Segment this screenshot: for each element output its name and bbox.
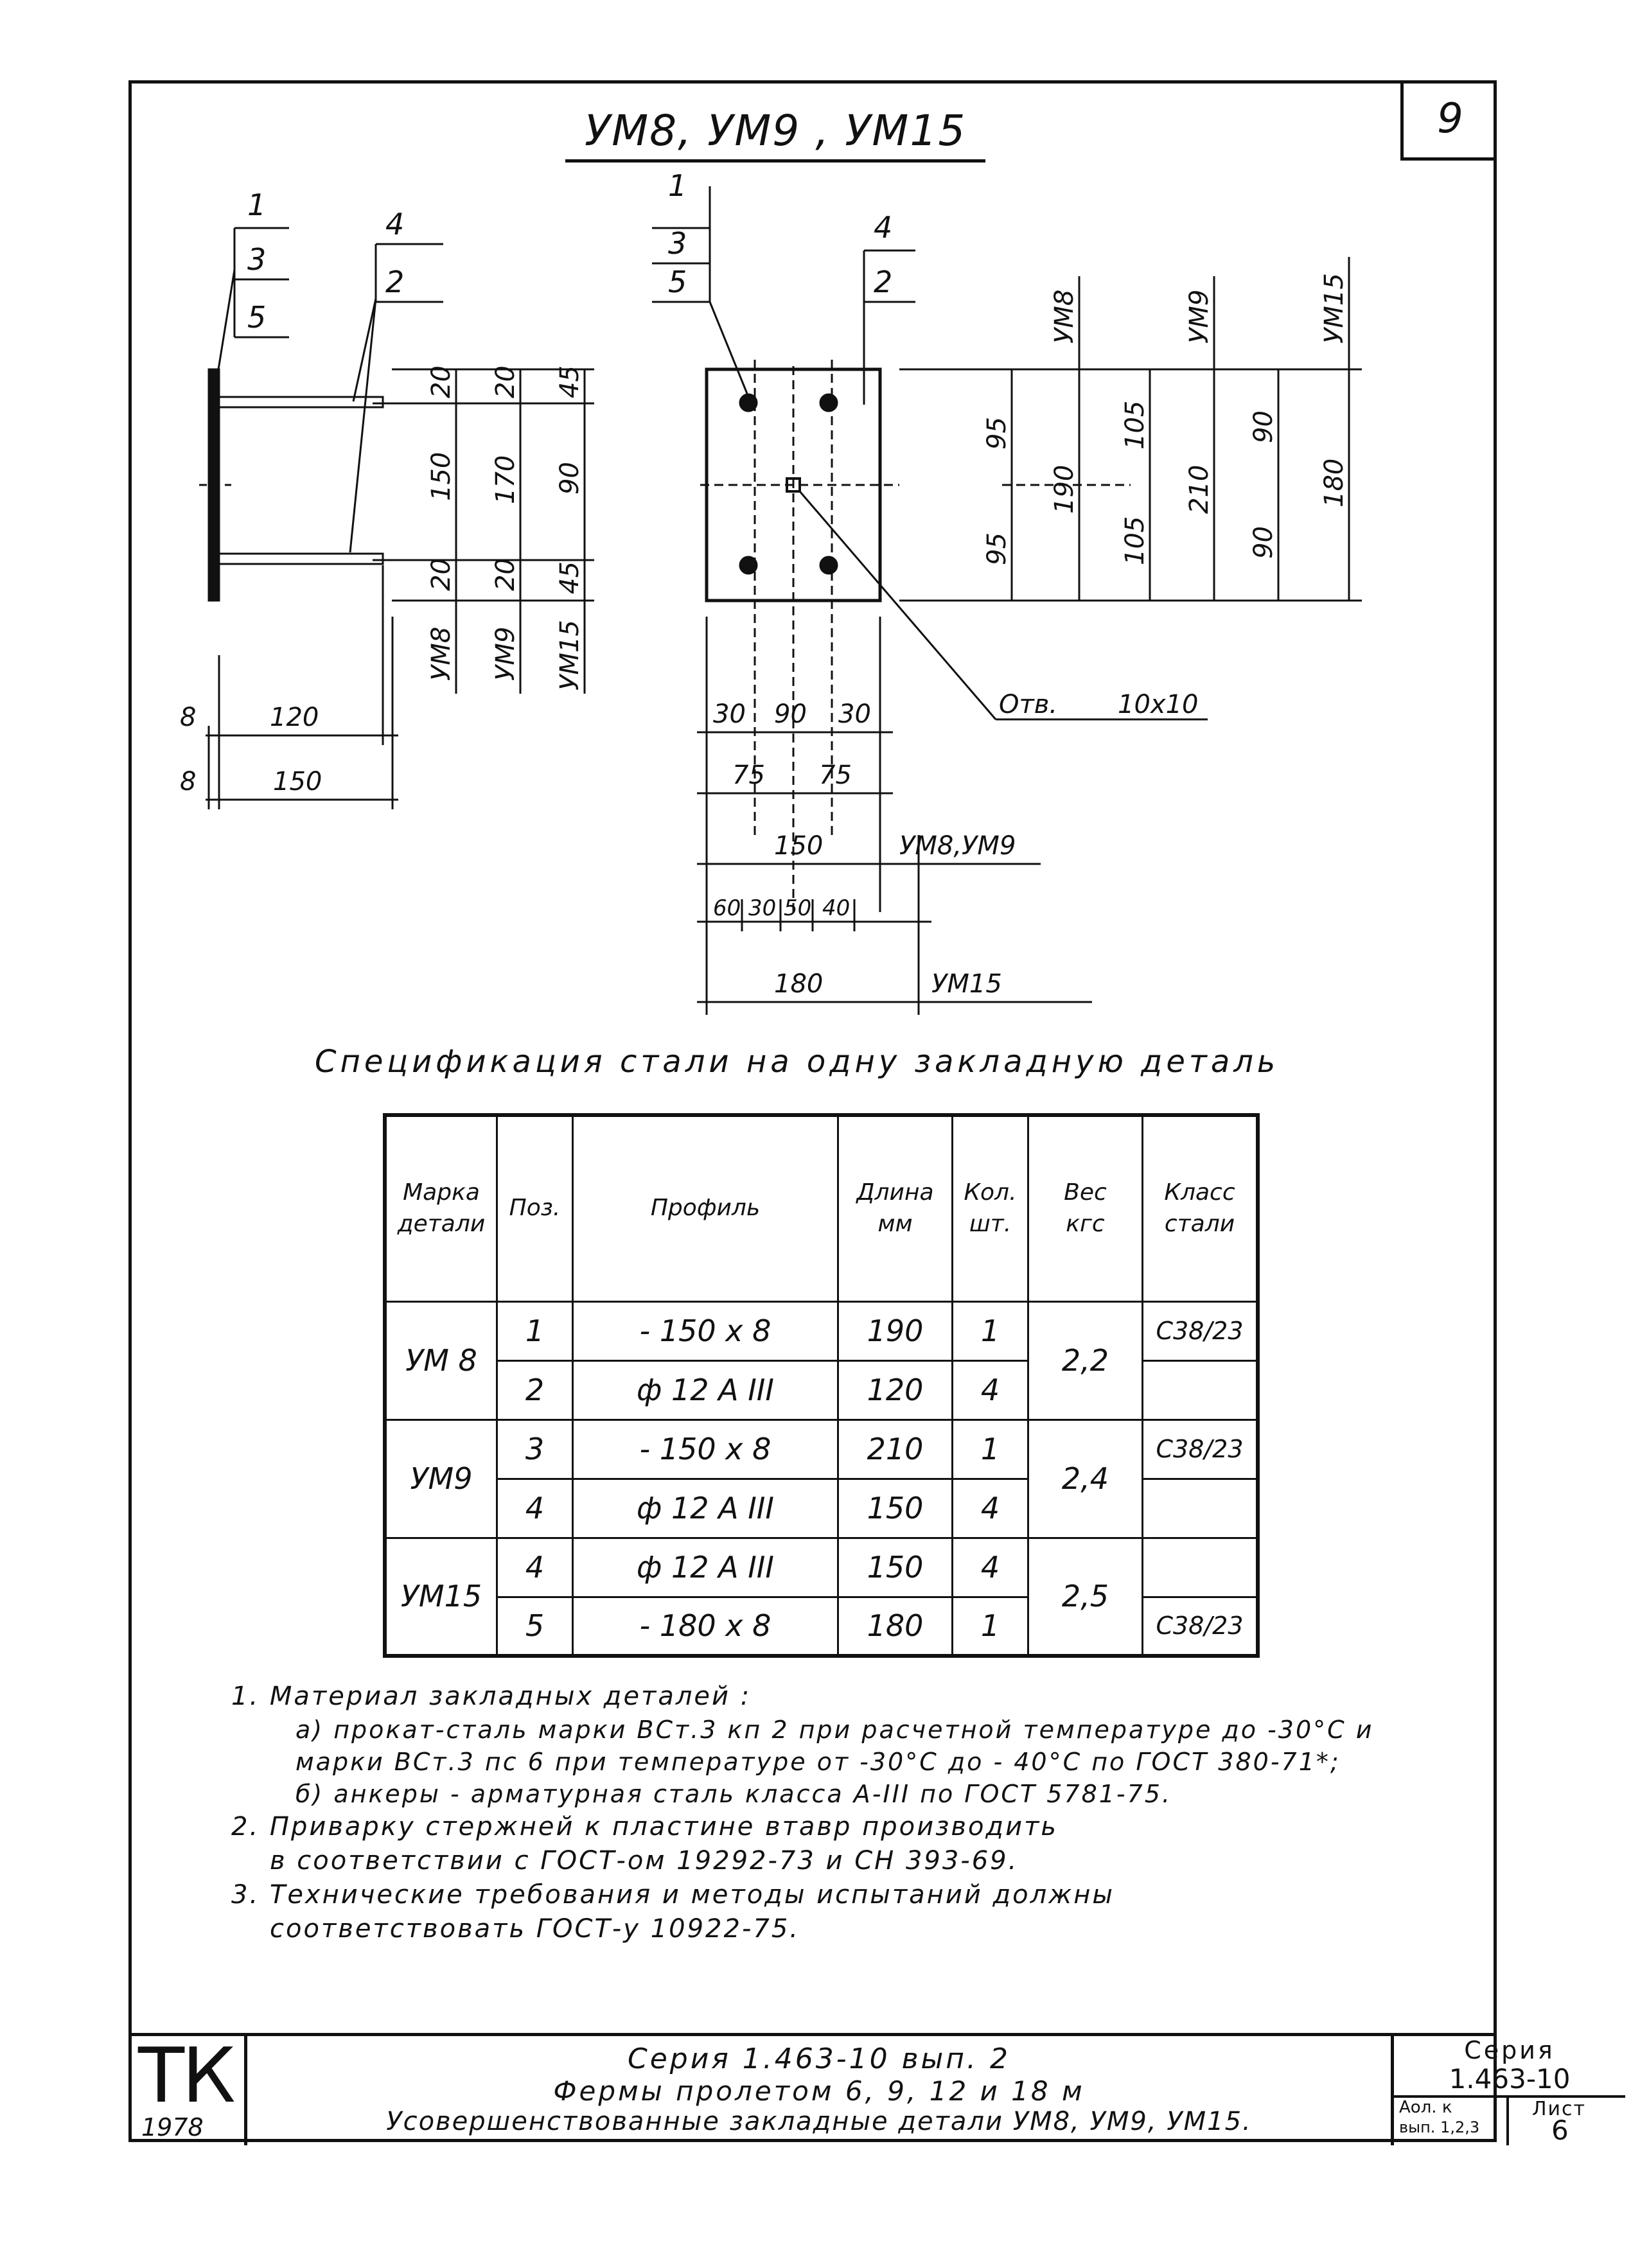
table-header-row	[385, 1115, 1258, 1301]
cell-class	[1143, 1360, 1258, 1420]
stamp-line3: Усовершенствованные закладные детали УМ8, УМ9, УМ15.	[386, 2107, 1252, 2136]
cell-mark: УМ9	[385, 1420, 497, 1538]
cell-weight: 2,4	[1028, 1420, 1143, 1538]
cell-length: 120	[838, 1360, 953, 1420]
hole-label: Отв.	[999, 690, 1058, 719]
header-pos: Поз.	[497, 1115, 573, 1301]
plan-hdim-30c: 30	[748, 895, 777, 921]
stamp-line1: Серия 1.463-10 вып. 2	[628, 2043, 1010, 2075]
plan-leader-2: 2	[874, 265, 893, 299]
cell-pos: 4	[497, 1538, 573, 1597]
cell-profile: ф 12 А III	[573, 1479, 838, 1538]
cell-qty: 1	[953, 1301, 1028, 1360]
side-leader-1: 1	[247, 188, 267, 222]
spec-title: Спецификация стали на одну закладную деталь	[315, 1044, 1280, 1080]
plan-hdim-50: 50	[784, 895, 812, 921]
plan-hdim-60: 60	[713, 895, 741, 921]
plan-vdim-um9-bottom: 105	[1120, 516, 1150, 565]
cell-mark: УМ 8	[385, 1301, 497, 1420]
side-length-120: 120	[270, 703, 319, 732]
plan-hdim-30a: 30	[713, 699, 746, 729]
side-mark-um9: УМ9	[491, 626, 520, 681]
cell-class	[1143, 1479, 1258, 1538]
cell-length: 150	[838, 1479, 953, 1538]
side-leader-3: 3	[247, 242, 267, 277]
steel-spec-table	[383, 1113, 1260, 1658]
title-block	[128, 2031, 1587, 2146]
note-1: 1. Материал закладных деталей :	[231, 1682, 752, 1711]
note-2-cont: в соответствии с ГОСТ-ом 19292-73 и СН 393-69.	[270, 1846, 1019, 1876]
side-leader-2: 2	[385, 265, 405, 299]
stamp-series-block	[1394, 2036, 1625, 2145]
side-leader-4: 4	[385, 207, 405, 242]
plan-col-um15: УМ15	[1319, 273, 1349, 344]
drawing-title: УМ8, УМ9 , УМ15	[565, 106, 985, 163]
cell-weight: 2,2	[1028, 1301, 1143, 1420]
plan-vdim-um8-bottom: 95	[982, 532, 1012, 565]
notes-block	[231, 1680, 1373, 1946]
table-row	[385, 1420, 1258, 1479]
cell-mark: УМ15	[385, 1538, 497, 1656]
plan-hdim-40: 40	[822, 895, 851, 921]
header-mark: Марка детали	[385, 1115, 497, 1301]
note-1b: б) анкеры - арматурная сталь класса А-III по ГОСТ 5781-75.	[295, 1780, 1172, 1809]
plan-vdim-um15-top: 90	[1249, 410, 1278, 443]
plan-leader-5: 5	[668, 265, 687, 299]
plan-vdim-um8-top: 95	[982, 417, 1012, 450]
side-dim-um15-a: 45	[555, 365, 585, 398]
header-weight: Вес кгс	[1028, 1115, 1143, 1301]
hole-size: 10x10	[1118, 690, 1199, 719]
tk-year: 1978	[141, 2113, 204, 2141]
cell-pos: 1	[497, 1301, 573, 1360]
cell-class	[1143, 1538, 1258, 1597]
table-row	[385, 1538, 1258, 1597]
side-length-150: 150	[273, 767, 322, 796]
plan-leader-1: 1	[668, 168, 687, 203]
album-label: Аол. к	[1399, 2098, 1452, 2117]
cell-qty: 4	[953, 1479, 1028, 1538]
tk-letters: ТК	[138, 2031, 233, 2120]
header-class: Класс стали	[1143, 1115, 1258, 1301]
plan-col-um8: УМ8	[1050, 289, 1079, 344]
tk-logo	[128, 2031, 247, 2145]
header-length: Длина мм	[838, 1115, 953, 1301]
cell-pos: 2	[497, 1360, 573, 1420]
note-3: 3. Технические требования и методы испытаний должны	[231, 1879, 1115, 1910]
cell-class: С38/23	[1143, 1301, 1258, 1360]
header-qty: Кол. шт.	[953, 1115, 1028, 1301]
cell-pos: 3	[497, 1420, 573, 1479]
plan-htotal-150: 150	[774, 831, 824, 861]
cell-class: С38/23	[1143, 1420, 1258, 1479]
cell-length: 190	[838, 1301, 953, 1360]
cell-pos: 4	[497, 1479, 573, 1538]
plan-hdim-75b: 75	[819, 760, 852, 790]
plan-col-um9: УМ9	[1185, 289, 1214, 344]
cell-class: С38/23	[1143, 1597, 1258, 1656]
header-profile: Профиль	[573, 1115, 838, 1301]
cell-length: 210	[838, 1420, 953, 1479]
cell-length: 150	[838, 1538, 953, 1597]
cell-length: 180	[838, 1597, 953, 1656]
plan-hlabel-um15: УМ15	[931, 969, 1002, 999]
cell-profile: ф 12 А III	[573, 1360, 838, 1420]
plan-hdim-90: 90	[774, 699, 807, 729]
page-number: 9	[1400, 80, 1497, 161]
side-dim-um8-c: 20	[427, 558, 456, 591]
stamp-description	[247, 2036, 1394, 2145]
side-leader-5: 5	[247, 300, 267, 335]
note-1a: а) прокат-сталь марки ВСт.3 кп 2 при расчетной температуре до -30°С и	[295, 1715, 1374, 1744]
cell-profile: - 150 x 8	[573, 1420, 838, 1479]
plan-vdim-um15-bottom: 90	[1249, 526, 1278, 559]
album-value: вып. 1,2,3	[1399, 2118, 1480, 2136]
plan-vdim-um9-top: 105	[1120, 400, 1150, 450]
plan-vdim-um9-total: 210	[1185, 464, 1214, 514]
cell-qty: 4	[953, 1538, 1028, 1597]
plan-view-drawing	[642, 167, 1400, 1028]
cell-pos: 5	[497, 1597, 573, 1656]
stamp-line2: Фермы пролетом 6, 9, 12 и 18 м	[553, 2075, 1085, 2107]
side-thickness-2: 8	[180, 767, 197, 796]
side-mark-um15: УМ15	[555, 620, 585, 690]
side-mark-um8: УМ8	[427, 626, 456, 681]
side-view-drawing	[128, 167, 655, 841]
plan-hlabel-um8-um9: УМ8,УМ9	[899, 831, 1016, 861]
cell-profile: - 180 x 8	[573, 1597, 838, 1656]
cell-profile: - 150 x 8	[573, 1301, 838, 1360]
side-dim-um9-b: 170	[491, 455, 520, 504]
plan-hdim-30b: 30	[838, 699, 871, 729]
sheet-label: Лист	[1532, 2098, 1587, 2120]
plan-vdim-um15-total: 180	[1319, 458, 1349, 507]
plan-leader-4: 4	[874, 210, 893, 245]
side-dim-um15-c: 45	[555, 561, 585, 594]
side-thickness-1: 8	[180, 703, 197, 732]
side-dim-um15-b: 90	[555, 462, 585, 495]
plan-htotal-180: 180	[774, 969, 824, 999]
cell-qty: 1	[953, 1420, 1028, 1479]
sheet-number: 6	[1551, 2114, 1569, 2146]
cell-qty: 1	[953, 1597, 1028, 1656]
cell-profile: ф 12 А III	[573, 1538, 838, 1597]
note-3-cont: соответствовать ГОСТ-у 10922-75.	[270, 1913, 800, 1944]
cell-qty: 4	[953, 1360, 1028, 1420]
side-dim-um8-a: 20	[427, 365, 456, 398]
note-1a-cont: марки ВСт.3 пс 6 при температуре от -30°С до - 40°С по ГОСТ 380-71*;	[295, 1747, 1341, 1776]
plan-vdim-um8-total: 190	[1050, 464, 1079, 514]
plan-leader-3: 3	[668, 226, 687, 261]
series-label: Серия	[1464, 2036, 1555, 2064]
cell-weight: 2,5	[1028, 1538, 1143, 1656]
side-dim-um8-b: 150	[427, 452, 456, 501]
series-number: 1.463-10	[1449, 2063, 1571, 2095]
plan-hdim-75a: 75	[732, 760, 765, 790]
side-dim-um9-a: 20	[491, 365, 520, 398]
side-dim-um9-c: 20	[491, 558, 520, 591]
table-row	[385, 1301, 1258, 1360]
note-2: 2. Приварку стержней к пластине втавр производить	[231, 1812, 1058, 1842]
